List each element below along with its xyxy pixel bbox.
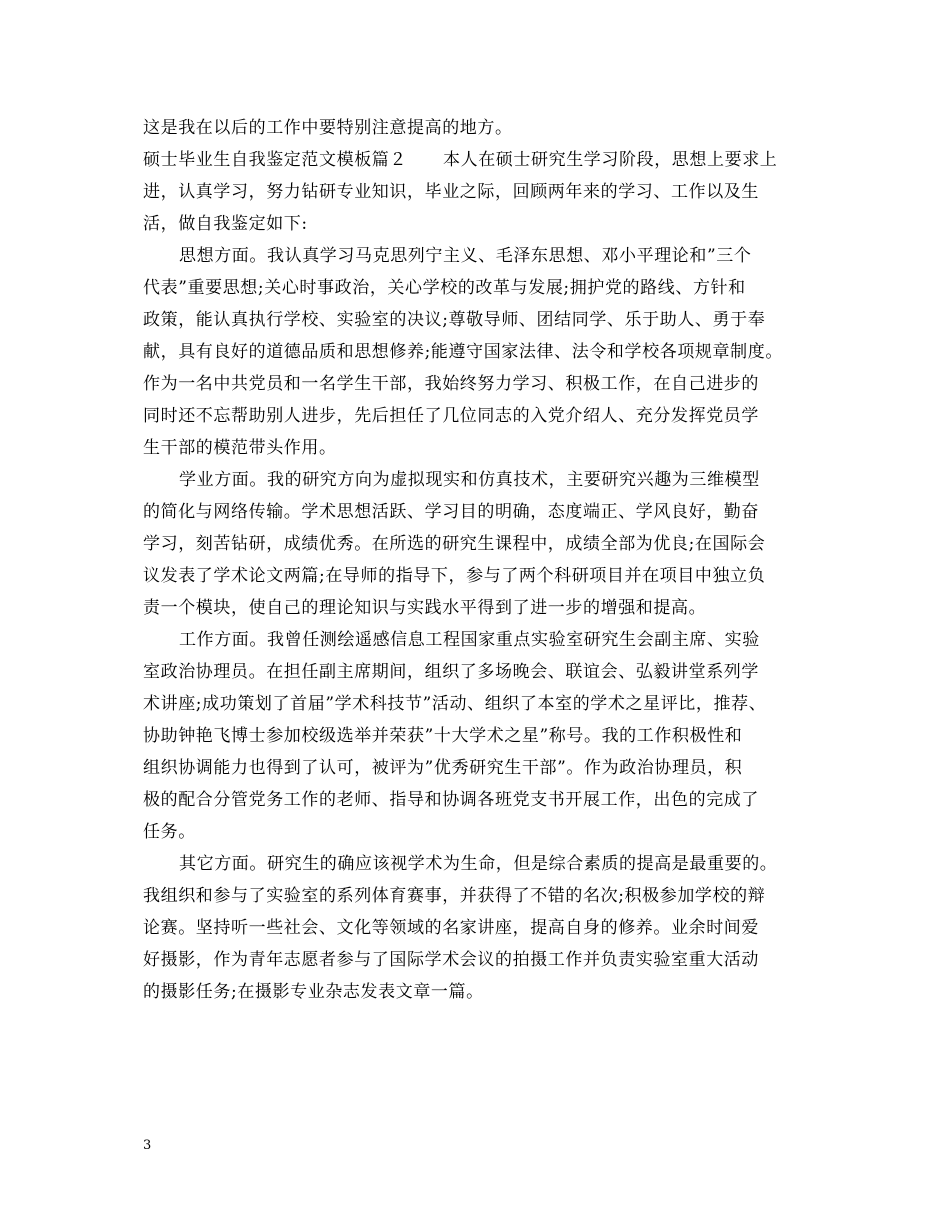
text-line: 活，做自我鉴定如下:	[143, 214, 308, 234]
text-line: 协助钟艳飞博士参加校级选举并荣获”十大学术之星”称号。我的工作积极性和	[143, 726, 743, 746]
text-line: 我组织和参与了实验室的系列体育赛事，并获得了不错的名次;积极参加学校的辩	[143, 886, 766, 906]
text-line: 的摄影任务;在摄影专业杂志发表文章一篇。	[143, 982, 484, 1002]
text-line: 议发表了学术论文两篇;在导师的指导下，参与了两个科研项目并在项目中独立负	[143, 566, 766, 586]
text-line: 学习，刻苦钻研，成绩优秀。在所选的研究生课程中，成绩全部为优良;在国际会	[143, 534, 766, 554]
text-line: 献，具有良好的道德品质和思想修养;能遵守国家法律、法令和学校各项规章制度。	[143, 342, 783, 362]
text-line: 术讲座;成功策划了首届”学术科技节”活动、组织了本室的学术之星评比，推荐、	[143, 694, 767, 714]
text-line: 代表”重要思想;关心时事政治，关心学校的改革与发展;拥护党的路线、方针和	[143, 278, 746, 298]
page-number: 3	[143, 1138, 152, 1153]
text-line: 政策，能认真执行学校、实验室的决议;尊敬导师、团结同学、乐于助人、勇于奉	[143, 310, 766, 330]
text-line: 好摄影，作为青年志愿者参与了国际学术会议的拍摄工作并负责实验室重大活动	[143, 950, 759, 970]
text-line: 同时还不忘帮助别人进步，先后担任了几位同志的入党介绍人、充分发挥党员学	[143, 406, 759, 426]
text-line: 组织协调能力也得到了认可，被评为”优秀研究生干部”。作为政治协理员，积	[143, 758, 743, 778]
paragraph-first-line: 学业方面。我的研究方向为虚拟现实和仿真技术，主要研究兴趣为三维模型	[179, 470, 760, 490]
document-body	[143, 112, 813, 1008]
text-line: 极的配合分管党务工作的老师、指导和协调各班党支书开展工作，出色的完成了	[143, 790, 759, 810]
text-line: 这是我在以后的工作中要特别注意提高的地方。	[143, 118, 513, 138]
section-heading: 硕士毕业生自我鉴定范文模板篇２	[143, 150, 407, 170]
text-line: 责一个模块，使自己的理论知识与实践水平得到了进一步的增强和提高。	[143, 598, 707, 618]
text-line: 论赛。坚持听一些社会、文化等领域的名家讲座，提高自身的修养。业余时间爱	[143, 918, 759, 938]
text-line: 进，认真学习，努力钻研专业知识，毕业之际，回顾两年来的学习、工作以及生	[143, 182, 759, 202]
text-line	[143, 144, 813, 176]
paragraph-first-line: 思想方面。我认真学习马克思列宁主义、毛泽东思想、邓小平理论和”三个	[179, 246, 752, 266]
paragraph-first-line: 其它方面。研究生的确应该视学术为生命，但是综合素质的提高是最重要的。	[179, 854, 778, 874]
text-line: 室政治协理员。在担任副主席期间，组织了多场晚会、联谊会、弘毅讲堂系列学	[143, 662, 759, 682]
paragraph-start: 本人在硕士研究生学习阶段，思想上要求上	[443, 150, 778, 170]
text-line: 任务。	[143, 822, 196, 842]
paragraph-first-line: 工作方面。我曾任测绘遥感信息工程国家重点实验室研究生会副主席、实验	[179, 630, 760, 650]
text-line: 作为一名中共党员和一名学生干部，我始终努力学习、积极工作，在自己进步的	[143, 374, 759, 394]
text-line: 的简化与网络传输。学术思想活跃、学习目的明确，态度端正、学风良好，勤奋	[143, 502, 759, 522]
text-line: 生干部的模范带头作用。	[143, 438, 337, 458]
